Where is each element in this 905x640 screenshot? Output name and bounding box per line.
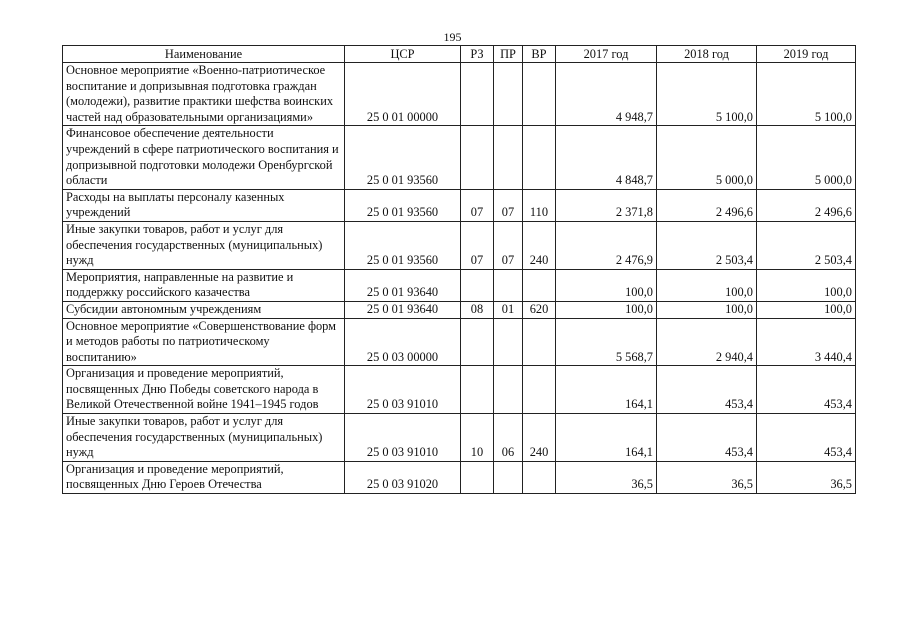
row-2017: 2 371,8 (556, 189, 657, 221)
row-pr: 07 (494, 189, 523, 221)
row-2017: 2 476,9 (556, 221, 657, 269)
row-2018: 36,5 (657, 461, 757, 493)
row-vr (523, 269, 556, 301)
row-2017: 4 948,7 (556, 63, 657, 126)
row-vr: 110 (523, 189, 556, 221)
row-vr (523, 126, 556, 189)
row-2017: 36,5 (556, 461, 657, 493)
row-2018: 2 503,4 (657, 221, 757, 269)
table-row (63, 318, 856, 366)
row-vr (523, 63, 556, 126)
table-row (63, 414, 856, 462)
row-2017: 164,1 (556, 366, 657, 414)
row-2017: 100,0 (556, 301, 657, 318)
row-name: Иные закупки товаров, работ и услуг для обеспечения государственных (муниципальных) нужд (63, 221, 345, 269)
row-csr: 25 0 03 91020 (345, 461, 461, 493)
row-name: Финансовое обеспечение деятельности учреждений в сфере патриотического воспитания и допризывной подготовки молодежи Оренбургской области (63, 126, 345, 189)
row-csr: 25 0 01 93560 (345, 189, 461, 221)
row-pr (494, 126, 523, 189)
row-2019: 3 440,4 (757, 318, 856, 366)
row-pr (494, 63, 523, 126)
row-2018: 2 940,4 (657, 318, 757, 366)
row-rz (461, 126, 494, 189)
row-2018: 2 496,6 (657, 189, 757, 221)
row-2018: 453,4 (657, 414, 757, 462)
row-name: Мероприятия, направленные на развитие и поддержку российского казачества (63, 269, 345, 301)
row-2017: 5 568,7 (556, 318, 657, 366)
row-2019: 5 100,0 (757, 63, 856, 126)
row-vr (523, 461, 556, 493)
budget-table (62, 45, 856, 494)
row-pr: 07 (494, 221, 523, 269)
row-2017: 164,1 (556, 414, 657, 462)
row-rz (461, 63, 494, 126)
row-name: Организация и проведение мероприятий, посвященных Дню Героев Отечества (63, 461, 345, 493)
row-vr: 240 (523, 414, 556, 462)
row-vr: 620 (523, 301, 556, 318)
row-2018: 100,0 (657, 301, 757, 318)
header-2018: 2018 год (657, 46, 757, 63)
row-pr: 01 (494, 301, 523, 318)
row-csr: 25 0 01 00000 (345, 63, 461, 126)
header-csr: ЦСР (345, 46, 461, 63)
row-name: Организация и проведение мероприятий, посвященных Дню Победы советского народа в Великой Отечественной войне 1941–1945 годов (63, 366, 345, 414)
table-row (63, 461, 856, 493)
row-rz (461, 318, 494, 366)
row-csr: 25 0 01 93560 (345, 221, 461, 269)
row-rz: 07 (461, 221, 494, 269)
row-2018: 100,0 (657, 269, 757, 301)
row-rz (461, 366, 494, 414)
table-row (63, 366, 856, 414)
row-csr: 25 0 01 93640 (345, 269, 461, 301)
row-rz (461, 461, 494, 493)
table-row (63, 221, 856, 269)
row-name: Иные закупки товаров, работ и услуг для обеспечения государственных (муниципальных) нужд (63, 414, 345, 462)
table-row (63, 63, 856, 126)
row-2019: 453,4 (757, 366, 856, 414)
row-2019: 453,4 (757, 414, 856, 462)
header-name: Наименование (63, 46, 345, 63)
row-vr (523, 318, 556, 366)
row-csr: 25 0 01 93640 (345, 301, 461, 318)
row-name: Субсидии автономным учреждениям (63, 301, 345, 318)
row-2018: 5 100,0 (657, 63, 757, 126)
header-vr: ВР (523, 46, 556, 63)
row-rz: 10 (461, 414, 494, 462)
header-2019: 2019 год (757, 46, 856, 63)
table-header-row (63, 46, 856, 63)
row-rz: 08 (461, 301, 494, 318)
row-2019: 5 000,0 (757, 126, 856, 189)
page-number: 195 (443, 30, 462, 44)
row-csr: 25 0 03 91010 (345, 366, 461, 414)
row-name: Основное мероприятие «Совершенствование форм и методов работы по патриотическому воспитанию» (63, 318, 345, 366)
row-vr: 240 (523, 221, 556, 269)
row-rz: 07 (461, 189, 494, 221)
table-row (63, 126, 856, 189)
row-2017: 100,0 (556, 269, 657, 301)
header-rz: РЗ (461, 46, 494, 63)
row-name: Основное мероприятие «Военно-патриотическое воспитание и допризывная подготовка граждан (молодежи), развитие практики шефства воинских частей над образовательными организациями» (63, 63, 345, 126)
row-2018: 5 000,0 (657, 126, 757, 189)
row-vr (523, 366, 556, 414)
header-pr: ПР (494, 46, 523, 63)
header-2017: 2017 год (556, 46, 657, 63)
row-rz (461, 269, 494, 301)
table-row (63, 301, 856, 318)
row-csr: 25 0 03 91010 (345, 414, 461, 462)
row-pr (494, 366, 523, 414)
row-csr: 25 0 01 93560 (345, 126, 461, 189)
table-row (63, 269, 856, 301)
table-row (63, 189, 856, 221)
row-2018: 453,4 (657, 366, 757, 414)
row-2019: 2 503,4 (757, 221, 856, 269)
row-2019: 100,0 (757, 301, 856, 318)
row-2019: 36,5 (757, 461, 856, 493)
row-2017: 4 848,7 (556, 126, 657, 189)
row-name: Расходы на выплаты персоналу казенных учреждений (63, 189, 345, 221)
row-2019: 2 496,6 (757, 189, 856, 221)
row-2019: 100,0 (757, 269, 856, 301)
row-pr (494, 461, 523, 493)
row-csr: 25 0 03 00000 (345, 318, 461, 366)
row-pr (494, 269, 523, 301)
row-pr (494, 318, 523, 366)
row-pr: 06 (494, 414, 523, 462)
